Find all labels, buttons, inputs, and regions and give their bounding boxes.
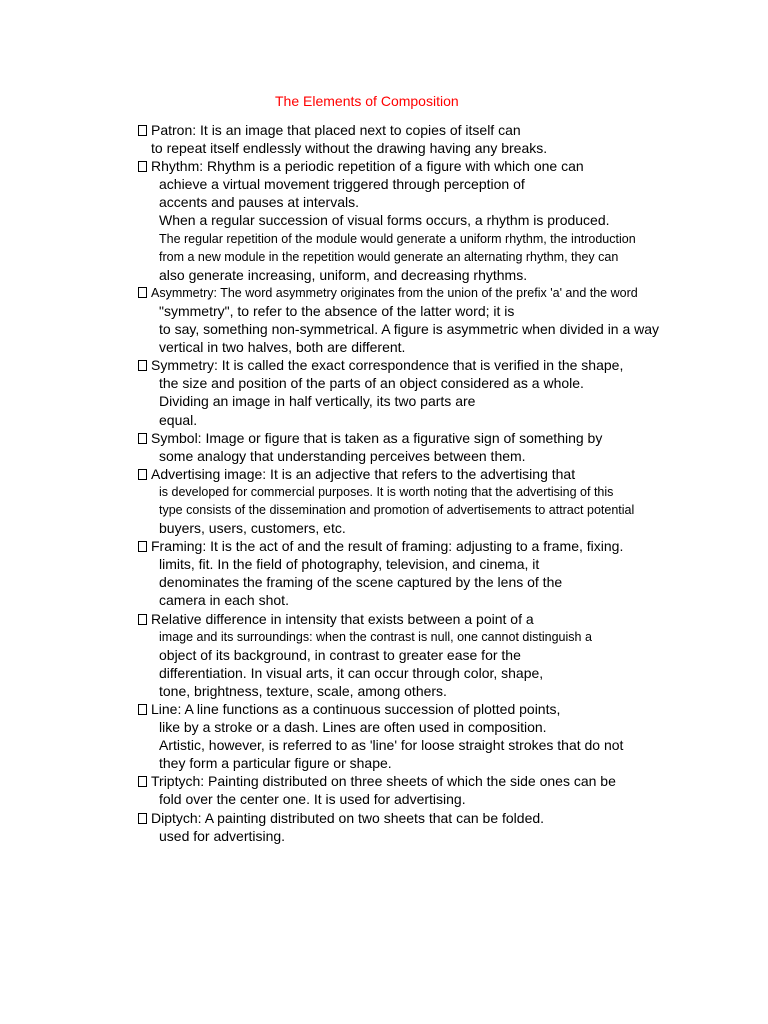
entry-text-line: to say, something non-symmetrical. A figure is asymmetric when divided in a way — [159, 321, 660, 338]
entry-text-line: Artistic, however, is referred to as 'line' for loose straight strokes that do not — [159, 737, 624, 754]
entry-term-line: Patron: It is an image that placed next to copies of itself can — [151, 122, 521, 138]
bullet-icon — [138, 704, 147, 715]
bullet-icon — [138, 125, 147, 136]
entry-text-line: limits, fit. In the field of photography, television, and cinema, it — [159, 556, 540, 573]
list-item — [138, 284, 718, 356]
list-item — [138, 157, 718, 284]
list-item — [138, 772, 718, 808]
list-item — [138, 610, 718, 700]
entry-term-line: Line: A line functions as a continuous succession of plotted points, — [151, 701, 561, 717]
entry-text-line: object of its background, in contrast to greater ease for the — [159, 646, 521, 663]
entry-text-line: type consists of the dissemination and promotion of advertisements to attract potential — [159, 502, 635, 517]
bullet-icon — [138, 776, 147, 787]
entry-term-line: Symmetry: It is called the exact correspondence that is verified in the shape, — [151, 357, 624, 374]
list-item — [138, 537, 718, 609]
bullet-icon — [138, 813, 147, 824]
entry-text-line: image and its surroundings: when the contrast is null, one cannot distinguish a — [159, 629, 592, 644]
entry-text-line: tone, brightness, texture, scale, among others. — [159, 682, 447, 699]
entry-text-line: Dividing an image in half vertically, its two parts are — [159, 393, 476, 410]
list-item — [138, 465, 718, 537]
entry-text-line: equal. — [159, 411, 198, 428]
list-item — [138, 809, 718, 845]
entry-term-line: Diptych: A painting distributed on two sheets that can be folded. — [151, 809, 545, 826]
bullet-icon — [138, 614, 147, 625]
entry-text-line: from a new module in the repetition would generate an alternating rhythm, they can — [159, 249, 619, 264]
entry-text-line: to repeat itself endlessly without the drawing having any breaks. — [151, 140, 548, 157]
entry-text-line: like by a stroke or a dash. Lines are often used in composition. — [159, 719, 547, 736]
entry-text-line: fold over the center one. It is used for advertising. — [159, 791, 466, 808]
entry-term-line: Framing: It is the act of and the result of framing: adjusting to a frame, fixing. — [151, 538, 624, 555]
entry-text-line: differentiation. In visual arts, it can occur through color, shape, — [159, 664, 544, 681]
entry-term-line: Asymmetry: The word asymmetry originates from the union of the prefix 'a' and the word — [151, 285, 638, 300]
entry-text-line: achieve a virtual movement triggered through perception of — [159, 176, 525, 193]
list-item — [138, 121, 718, 157]
entry-text-line: denominates the framing of the scene captured by the lens of the — [159, 574, 563, 591]
bullet-icon — [138, 161, 147, 172]
list-item — [138, 356, 718, 428]
entry-term-line: Rhythm: Rhythm is a periodic repetition of a figure with which one can — [151, 158, 584, 175]
entry-text-line: The regular repetition of the module would generate a uniform rhythm, the introduction — [159, 231, 636, 246]
bullet-icon — [138, 469, 147, 480]
entry-term-line: Advertising image: It is an adjective that refers to the advertising that — [151, 465, 576, 482]
entry-text-line: camera in each shot. — [159, 592, 289, 609]
entry-text-line: some analogy that understanding perceives between them. — [159, 447, 526, 464]
document-title: The Elements of Composition — [275, 93, 459, 109]
bullet-icon — [138, 360, 147, 371]
bullet-icon — [138, 287, 147, 298]
entry-text-line: used for advertising. — [159, 827, 286, 844]
bullet-icon — [138, 433, 147, 444]
entry-text-line: also generate increasing, uniform, and decreasing rhythms. — [159, 266, 528, 283]
entry-term-line: Relative difference in intensity that exists between a point of a — [151, 610, 534, 627]
entry-list — [138, 121, 718, 845]
entry-text-line: "symmetry", to refer to the absence of the latter word; it is — [159, 302, 515, 319]
list-item — [138, 429, 718, 465]
entry-text-line: buyers, users, customers, etc. — [159, 520, 346, 537]
entry-text-line: accents and pauses at intervals. — [159, 194, 360, 211]
entry-term-line: Triptych: Painting distributed on three sheets of which the side ones can be — [151, 773, 616, 790]
entry-text-line: vertical in two halves, both are different. — [159, 339, 406, 356]
entry-term-line: Symbol: Image or figure that is taken as a figurative sign of something by — [151, 429, 603, 446]
entry-text-line: is developed for commercial purposes. It is worth noting that the advertising of this — [159, 484, 614, 499]
bullet-icon — [138, 541, 147, 552]
entry-text-line: When a regular succession of visual forms occurs, a rhythm is produced. — [159, 212, 610, 229]
list-item — [138, 700, 718, 772]
entry-text-line: the size and position of the parts of an object considered as a whole. — [159, 375, 584, 392]
entry-text-line: they form a particular figure or shape. — [159, 755, 392, 772]
